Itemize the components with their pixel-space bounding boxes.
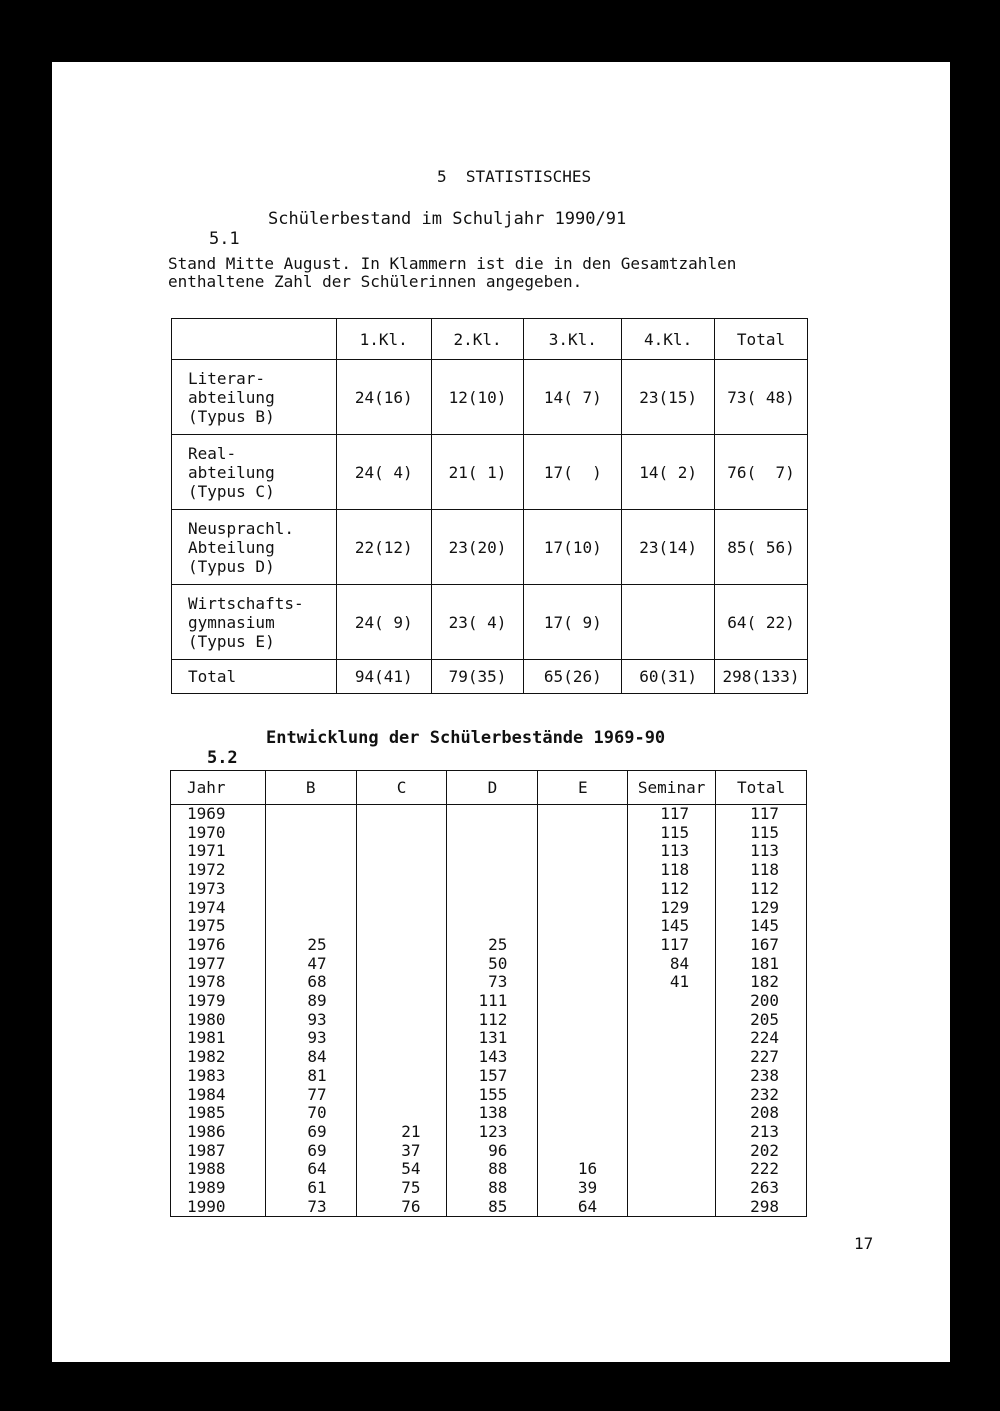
column-header: 2.Kl. [431, 319, 524, 360]
table-cell: 208 [716, 1104, 807, 1123]
table-cell [356, 861, 447, 880]
year-cell: 1971 [171, 842, 266, 861]
table-cell [356, 899, 447, 918]
year-cell: 1974 [171, 899, 266, 918]
table-cell: 61 [265, 1179, 356, 1198]
year-cell: 1978 [171, 973, 266, 992]
column-header: D [447, 771, 538, 805]
table-cell [538, 1048, 628, 1067]
table-cell: 84 [628, 955, 716, 974]
table-cell [447, 861, 538, 880]
table-cell: 112 [716, 880, 807, 899]
table-row [171, 1123, 807, 1142]
table-cell: 81 [265, 1067, 356, 1086]
year-cell: 1986 [171, 1123, 266, 1142]
table-cell: 24( 4) [336, 435, 431, 510]
column-header: C [356, 771, 447, 805]
year-cell: 1990 [171, 1198, 266, 1217]
table-cell: 25 [265, 936, 356, 955]
table-cell: 112 [628, 880, 716, 899]
table-cell [538, 824, 628, 843]
table-cell [628, 1029, 716, 1048]
table-cell: 23(14) [622, 510, 715, 585]
table-cell [356, 1104, 447, 1123]
table-cell [265, 880, 356, 899]
table-cell: 202 [716, 1142, 807, 1161]
year-cell: 1982 [171, 1048, 266, 1067]
table-cell [356, 1011, 447, 1030]
column-header: B [265, 771, 356, 805]
table-cell: 60(31) [622, 660, 715, 694]
table-cell: 47 [265, 955, 356, 974]
table-cell: 222 [716, 1160, 807, 1179]
table-cell [356, 973, 447, 992]
row-label: Real- abteilung (Typus C) [172, 435, 337, 510]
table-row [171, 805, 807, 824]
row-label: Wirtschafts- gymnasium (Typus E) [172, 585, 337, 660]
table-cell [628, 1142, 716, 1161]
table-cell: 94(41) [336, 660, 431, 694]
table-cell [622, 585, 715, 660]
section-title: Schülerbestand im Schuljahr 1990/91 [268, 209, 627, 229]
table-cell: 17( ) [524, 435, 622, 510]
table-cell: 118 [628, 861, 716, 880]
table-cell: 73( 48) [715, 360, 808, 435]
table-cell: 85 [447, 1198, 538, 1217]
column-header: Total [716, 771, 807, 805]
table-cell [628, 1179, 716, 1198]
table-row [171, 1160, 807, 1179]
table-row [171, 1011, 807, 1030]
table-row [171, 880, 807, 899]
table-cell: 129 [628, 899, 716, 918]
table-cell: 96 [447, 1142, 538, 1161]
table-cell: 113 [628, 842, 716, 861]
table-cell [356, 992, 447, 1011]
table-cell [628, 1086, 716, 1105]
table-cell [538, 1142, 628, 1161]
page-number: 17 [854, 1234, 874, 1253]
table-row [171, 824, 807, 843]
table-cell [628, 1123, 716, 1142]
table-cell: 131 [447, 1029, 538, 1048]
table-row [172, 510, 808, 585]
table-row [171, 1198, 807, 1217]
table-row [171, 1048, 807, 1067]
table-row [171, 842, 807, 861]
table-cell: 298(133) [715, 660, 808, 694]
table-cell: 77 [265, 1086, 356, 1105]
table-cell: 14( 7) [524, 360, 622, 435]
table-cell [538, 1029, 628, 1048]
table-cell [538, 955, 628, 974]
column-header: Total [715, 319, 808, 360]
table-cell [538, 1067, 628, 1086]
section-number: 5.1 [208, 229, 240, 249]
column-header: Jahr [171, 771, 266, 805]
chapter-heading: 5 STATISTISCHES [437, 167, 592, 186]
table-cell: 181 [716, 955, 807, 974]
table-cell: 118 [716, 861, 807, 880]
table-cell: 227 [716, 1048, 807, 1067]
table-row [171, 992, 807, 1011]
table-cell: 89 [265, 992, 356, 1011]
column-header [172, 319, 337, 360]
year-cell: 1983 [171, 1067, 266, 1086]
year-cell: 1987 [171, 1142, 266, 1161]
year-cell: 1985 [171, 1104, 266, 1123]
table-cell: 79(35) [431, 660, 524, 694]
table-cell [356, 805, 447, 824]
table-cell: 25 [447, 936, 538, 955]
table-cell: 129 [716, 899, 807, 918]
table-cell: 238 [716, 1067, 807, 1086]
table-cell [538, 1086, 628, 1105]
table-cell: 93 [265, 1011, 356, 1030]
table-cell: 117 [628, 936, 716, 955]
table-cell: 145 [716, 917, 807, 936]
table-cell: 157 [447, 1067, 538, 1086]
table-cell [265, 824, 356, 843]
table-cell [628, 1011, 716, 1030]
table-cell [447, 899, 538, 918]
table-cell [628, 1160, 716, 1179]
table-cell: 111 [447, 992, 538, 1011]
total-row [172, 660, 808, 694]
table-cell: 12(10) [431, 360, 524, 435]
table-cell: 117 [628, 805, 716, 824]
year-cell: 1981 [171, 1029, 266, 1048]
table-cell: 85( 56) [715, 510, 808, 585]
row-label: Total [172, 660, 337, 694]
column-header: 4.Kl. [622, 319, 715, 360]
table-header-row [171, 771, 807, 805]
table-cell [447, 824, 538, 843]
table-cell: 65(26) [524, 660, 622, 694]
table-cell [265, 899, 356, 918]
table-row [171, 1029, 807, 1048]
table-cell: 205 [716, 1011, 807, 1030]
table-cell: 123 [447, 1123, 538, 1142]
table-cell [356, 1029, 447, 1048]
table-cell: 41 [628, 973, 716, 992]
table-cell [538, 880, 628, 899]
table-cell [356, 955, 447, 974]
table-row [172, 360, 808, 435]
table-cell: 21( 1) [431, 435, 524, 510]
table-cell: 73 [447, 973, 538, 992]
table-cell: 17( 9) [524, 585, 622, 660]
table-row [171, 899, 807, 918]
table-cell: 64( 22) [715, 585, 808, 660]
table-cell: 68 [265, 973, 356, 992]
table-cell: 23( 4) [431, 585, 524, 660]
table-cell: 213 [716, 1123, 807, 1142]
table-cell: 115 [628, 824, 716, 843]
table-row [172, 435, 808, 510]
table-cell [538, 973, 628, 992]
table-cell [538, 805, 628, 824]
table-cell [356, 1086, 447, 1105]
table-cell: 76 [356, 1198, 447, 1217]
table-cell [538, 1104, 628, 1123]
year-cell: 1969 [171, 805, 266, 824]
year-cell: 1972 [171, 861, 266, 880]
intro-paragraph [168, 255, 736, 291]
table-row [171, 1179, 807, 1198]
table-row [171, 955, 807, 974]
column-header: 1.Kl. [336, 319, 431, 360]
table-cell [356, 917, 447, 936]
table-cell: 182 [716, 973, 807, 992]
table-cell [628, 1198, 716, 1217]
table-row [171, 936, 807, 955]
table-cell [447, 880, 538, 899]
table-cell: 75 [356, 1179, 447, 1198]
table-row [171, 861, 807, 880]
table-cell [265, 917, 356, 936]
table-cell: 64 [265, 1160, 356, 1179]
table-cell: 70 [265, 1104, 356, 1123]
table-cell: 115 [716, 824, 807, 843]
table-cell [265, 861, 356, 880]
table-cell: 14( 2) [622, 435, 715, 510]
table-cell [265, 805, 356, 824]
table-cell: 24( 9) [336, 585, 431, 660]
table-row [171, 973, 807, 992]
row-label: Neusprachl. Abteilung (Typus D) [172, 510, 337, 585]
section-number: 5.2 [206, 748, 238, 768]
table-row [172, 585, 808, 660]
table-cell [628, 1048, 716, 1067]
table-row [171, 1067, 807, 1086]
table-cell [356, 1067, 447, 1086]
table-cell: 117 [716, 805, 807, 824]
table-row [171, 1142, 807, 1161]
table-cell [356, 842, 447, 861]
table-cell: 155 [447, 1086, 538, 1105]
enrollment-table-1990-91 [171, 318, 808, 694]
year-cell: 1984 [171, 1086, 266, 1105]
table-row [171, 1104, 807, 1123]
table-cell [447, 917, 538, 936]
document-page [52, 62, 950, 1362]
intro-line: enthaltene Zahl der Schülerinnen angegeben. [168, 272, 583, 291]
table-cell: 145 [628, 917, 716, 936]
table-cell: 21 [356, 1123, 447, 1142]
table-cell: 22(12) [336, 510, 431, 585]
table-cell: 138 [447, 1104, 538, 1123]
table-cell [538, 917, 628, 936]
table-cell [538, 1123, 628, 1142]
table-cell [538, 1011, 628, 1030]
year-cell: 1988 [171, 1160, 266, 1179]
table-cell: 93 [265, 1029, 356, 1048]
table-cell [538, 899, 628, 918]
year-cell: 1976 [171, 936, 266, 955]
table-cell [538, 861, 628, 880]
table-cell: 50 [447, 955, 538, 974]
row-label: Literar- abteilung (Typus B) [172, 360, 337, 435]
year-cell: 1980 [171, 1011, 266, 1030]
table-cell: 16 [538, 1160, 628, 1179]
year-cell: 1979 [171, 992, 266, 1011]
table-cell [628, 992, 716, 1011]
table-header-row [172, 319, 808, 360]
table-cell: 37 [356, 1142, 447, 1161]
table-cell: 224 [716, 1029, 807, 1048]
table-cell [356, 936, 447, 955]
year-cell: 1977 [171, 955, 266, 974]
column-header: E [538, 771, 628, 805]
table-cell: 143 [447, 1048, 538, 1067]
year-cell: 1970 [171, 824, 266, 843]
table-cell: 76( 7) [715, 435, 808, 510]
table-cell [538, 992, 628, 1011]
section-title: Entwicklung der Schülerbestände 1969-90 [266, 728, 666, 748]
table-cell [538, 842, 628, 861]
table-cell: 39 [538, 1179, 628, 1198]
table-cell [356, 880, 447, 899]
table-cell: 64 [538, 1198, 628, 1217]
table-cell [538, 936, 628, 955]
table-cell [356, 1048, 447, 1067]
table-cell [356, 824, 447, 843]
table-cell: 24(16) [336, 360, 431, 435]
enrollment-history-table [170, 770, 807, 1217]
table-cell: 113 [716, 842, 807, 861]
table-cell [265, 842, 356, 861]
table-cell: 88 [447, 1179, 538, 1198]
column-header: 3.Kl. [524, 319, 622, 360]
column-header: Seminar [628, 771, 716, 805]
table-cell: 167 [716, 936, 807, 955]
table-cell: 263 [716, 1179, 807, 1198]
year-cell: 1975 [171, 917, 266, 936]
year-cell: 1973 [171, 880, 266, 899]
table-cell: 232 [716, 1086, 807, 1105]
table-row [171, 1086, 807, 1105]
table-cell: 200 [716, 992, 807, 1011]
table-cell: 73 [265, 1198, 356, 1217]
table-cell [447, 805, 538, 824]
table-cell: 69 [265, 1123, 356, 1142]
table-row [171, 917, 807, 936]
table-cell [447, 842, 538, 861]
table-cell: 23(20) [431, 510, 524, 585]
intro-line: Stand Mitte August. In Klammern ist die in den Gesamtzahlen [168, 254, 737, 273]
table-cell: 298 [716, 1198, 807, 1217]
table-cell: 17(10) [524, 510, 622, 585]
table-cell: 23(15) [622, 360, 715, 435]
table-cell: 84 [265, 1048, 356, 1067]
table-cell: 112 [447, 1011, 538, 1030]
table-cell [628, 1067, 716, 1086]
year-cell: 1989 [171, 1179, 266, 1198]
table-cell [628, 1104, 716, 1123]
table-cell: 88 [447, 1160, 538, 1179]
table-cell: 54 [356, 1160, 447, 1179]
table-cell: 69 [265, 1142, 356, 1161]
